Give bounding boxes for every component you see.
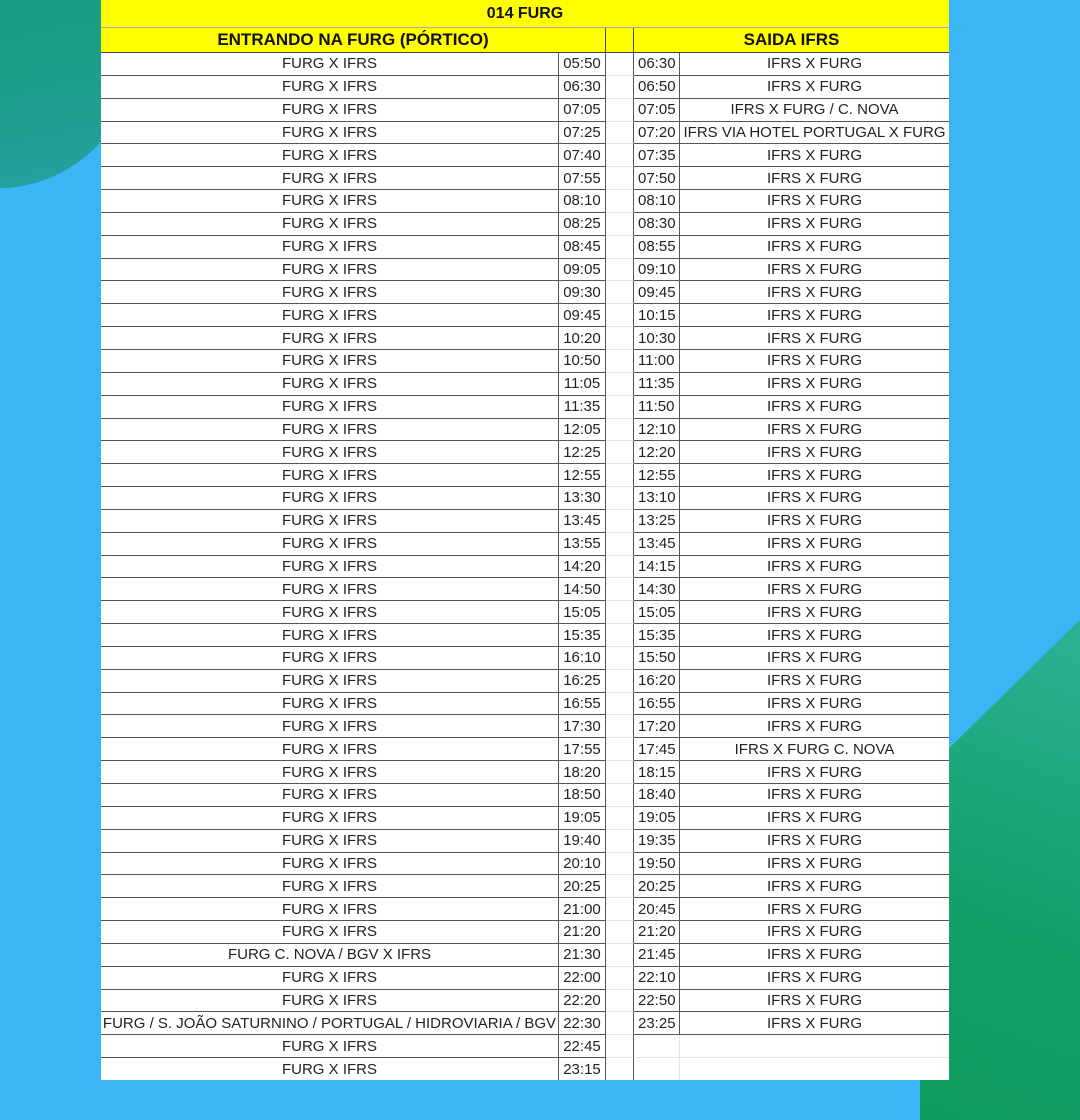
- departure-route: [680, 1035, 949, 1058]
- arrival-route: FURG X IFRS: [101, 190, 559, 213]
- gap-cell: [606, 830, 634, 853]
- table-row: [101, 556, 949, 579]
- table-row: [101, 898, 949, 921]
- arrival-time: 12:55: [559, 464, 606, 487]
- departure-time: 21:20: [634, 921, 680, 944]
- arrival-route: FURG X IFRS: [101, 464, 559, 487]
- table-row: [101, 670, 949, 693]
- arrival-route: FURG X IFRS: [101, 807, 559, 830]
- departure-route: IFRS X FURG: [680, 144, 949, 167]
- arrival-time: 12:05: [559, 419, 606, 442]
- departure-route: IFRS X FURG: [680, 898, 949, 921]
- arrival-route: FURG / S. JOÃO SATURNINO / PORTUGAL / HIDROVIARIA / BGV: [101, 1012, 559, 1035]
- arrival-route: FURG X IFRS: [101, 738, 559, 761]
- gap-cell: [606, 944, 634, 967]
- arrival-route: FURG X IFRS: [101, 784, 559, 807]
- arrival-route: FURG X IFRS: [101, 99, 559, 122]
- arrival-time: 19:40: [559, 830, 606, 853]
- arrival-route: FURG X IFRS: [101, 281, 559, 304]
- gap-cell: [606, 122, 634, 145]
- departure-route: IFRS X FURG: [680, 350, 949, 373]
- table-row: [101, 807, 949, 830]
- gap-cell: [606, 738, 634, 761]
- gap-cell: [606, 967, 634, 990]
- arrival-route: FURG C. NOVA / BGV X IFRS: [101, 944, 559, 967]
- arrival-route: FURG X IFRS: [101, 1035, 559, 1058]
- departure-route: IFRS X FURG: [680, 167, 949, 190]
- arrival-route: FURG X IFRS: [101, 53, 559, 76]
- arrival-time: 19:05: [559, 807, 606, 830]
- arrival-time: 13:30: [559, 487, 606, 510]
- table-row: [101, 693, 949, 716]
- arrival-route: FURG X IFRS: [101, 624, 559, 647]
- gap-cell: [606, 213, 634, 236]
- departure-time: 11:00: [634, 350, 680, 373]
- departure-route: IFRS VIA HOTEL PORTUGAL X FURG: [680, 122, 949, 145]
- arrival-time: 22:00: [559, 967, 606, 990]
- departure-time: 14:15: [634, 556, 680, 579]
- departure-route: IFRS X FURG: [680, 853, 949, 876]
- departure-route: IFRS X FURG: [680, 601, 949, 624]
- departure-time: 18:15: [634, 761, 680, 784]
- table-row: [101, 647, 949, 670]
- arrival-time: 08:45: [559, 236, 606, 259]
- gap-cell: [606, 693, 634, 716]
- arrival-route: FURG X IFRS: [101, 601, 559, 624]
- arrival-route: FURG X IFRS: [101, 556, 559, 579]
- arrival-time: 21:00: [559, 898, 606, 921]
- arrival-time: 14:50: [559, 578, 606, 601]
- departure-route: IFRS X FURG: [680, 487, 949, 510]
- departure-time: 10:30: [634, 327, 680, 350]
- table-row: [101, 213, 949, 236]
- table-row: [101, 578, 949, 601]
- arrival-time: 21:30: [559, 944, 606, 967]
- arrival-time: 22:30: [559, 1012, 606, 1035]
- arrival-route: FURG X IFRS: [101, 1058, 559, 1080]
- departure-time: 14:30: [634, 578, 680, 601]
- arrival-route: FURG X IFRS: [101, 510, 559, 533]
- departure-time: 19:35: [634, 830, 680, 853]
- departure-time: 13:45: [634, 533, 680, 556]
- arrival-route: FURG X IFRS: [101, 236, 559, 259]
- arrival-route: FURG X IFRS: [101, 578, 559, 601]
- departure-route: IFRS X FURG: [680, 441, 949, 464]
- arrival-route: FURG X IFRS: [101, 647, 559, 670]
- table-row: [101, 281, 949, 304]
- gap-cell: [606, 761, 634, 784]
- gap-cell: [606, 1058, 634, 1080]
- departure-route: IFRS X FURG: [680, 784, 949, 807]
- table-row: [101, 190, 949, 213]
- table-row: [101, 1012, 949, 1035]
- gap-cell: [606, 990, 634, 1013]
- departure-route: IFRS X FURG C. NOVA: [680, 738, 949, 761]
- arrival-route: FURG X IFRS: [101, 304, 559, 327]
- arrival-time: 17:30: [559, 715, 606, 738]
- departure-route: IFRS X FURG: [680, 715, 949, 738]
- arrival-route: FURG X IFRS: [101, 898, 559, 921]
- table-row: [101, 53, 949, 76]
- arrival-route: FURG X IFRS: [101, 670, 559, 693]
- arrival-time: 09:30: [559, 281, 606, 304]
- table-row: [101, 784, 949, 807]
- arrival-time: 05:50: [559, 53, 606, 76]
- arrival-time: 16:25: [559, 670, 606, 693]
- departure-route: IFRS X FURG: [680, 921, 949, 944]
- departure-time: 08:30: [634, 213, 680, 236]
- arrival-time: 08:10: [559, 190, 606, 213]
- departure-route: IFRS X FURG: [680, 693, 949, 716]
- arrival-route: FURG X IFRS: [101, 761, 559, 784]
- arrival-time: 16:10: [559, 647, 606, 670]
- departure-time: 20:25: [634, 875, 680, 898]
- gap-cell: [606, 464, 634, 487]
- gap-cell: [606, 396, 634, 419]
- table-row: [101, 419, 949, 442]
- arrival-time: 22:20: [559, 990, 606, 1013]
- departure-time: 18:40: [634, 784, 680, 807]
- gap-cell: [606, 99, 634, 122]
- arrival-time: 14:20: [559, 556, 606, 579]
- arrival-route: FURG X IFRS: [101, 875, 559, 898]
- departure-time: 11:35: [634, 373, 680, 396]
- arrival-route: FURG X IFRS: [101, 419, 559, 442]
- departure-time: 07:20: [634, 122, 680, 145]
- arrival-route: FURG X IFRS: [101, 350, 559, 373]
- schedule-rows: [101, 53, 949, 1080]
- departure-route: IFRS X FURG: [680, 236, 949, 259]
- arrival-route: FURG X IFRS: [101, 967, 559, 990]
- departure-time: 12:55: [634, 464, 680, 487]
- departure-time: [634, 1035, 680, 1058]
- gap-cell: [606, 281, 634, 304]
- gap-cell: [606, 510, 634, 533]
- gap-cell: [606, 921, 634, 944]
- departure-time: 17:45: [634, 738, 680, 761]
- gap-cell: [606, 647, 634, 670]
- arrival-time: 10:50: [559, 350, 606, 373]
- gap-cell: [606, 76, 634, 99]
- departure-route: IFRS X FURG / C. NOVA: [680, 99, 949, 122]
- arrival-time: 07:55: [559, 167, 606, 190]
- departure-time: 09:45: [634, 281, 680, 304]
- table-row: [101, 167, 949, 190]
- table-row: [101, 830, 949, 853]
- departure-time: 09:10: [634, 259, 680, 282]
- departure-time: 08:10: [634, 190, 680, 213]
- departure-route: [680, 1058, 949, 1080]
- table-row: [101, 373, 949, 396]
- table-row: [101, 1058, 949, 1080]
- arrival-time: 21:20: [559, 921, 606, 944]
- arrival-time: 06:30: [559, 76, 606, 99]
- departure-time: 13:25: [634, 510, 680, 533]
- schedule-title: 014 FURG: [101, 0, 949, 28]
- table-row: [101, 967, 949, 990]
- gap-cell: [606, 853, 634, 876]
- gap-cell: [606, 556, 634, 579]
- column-headers: [101, 28, 949, 53]
- departure-route: IFRS X FURG: [680, 281, 949, 304]
- table-row: [101, 853, 949, 876]
- table-row: [101, 510, 949, 533]
- departure-route: IFRS X FURG: [680, 1012, 949, 1035]
- departure-time: 12:10: [634, 419, 680, 442]
- arrival-time: 15:35: [559, 624, 606, 647]
- table-row: [101, 624, 949, 647]
- departure-time: 07:05: [634, 99, 680, 122]
- departure-time: 07:35: [634, 144, 680, 167]
- arrival-route: FURG X IFRS: [101, 715, 559, 738]
- departure-route: IFRS X FURG: [680, 76, 949, 99]
- departure-time: 06:50: [634, 76, 680, 99]
- table-row: [101, 99, 949, 122]
- arrival-time: 16:55: [559, 693, 606, 716]
- departure-route: IFRS X FURG: [680, 830, 949, 853]
- departure-time: 07:50: [634, 167, 680, 190]
- arrival-route: FURG X IFRS: [101, 144, 559, 167]
- gap-cell: [606, 373, 634, 396]
- departure-time: 13:10: [634, 487, 680, 510]
- departure-route: IFRS X FURG: [680, 373, 949, 396]
- departure-time: 08:55: [634, 236, 680, 259]
- arrival-route: FURG X IFRS: [101, 167, 559, 190]
- table-row: [101, 1035, 949, 1058]
- table-row: [101, 76, 949, 99]
- arrival-route: FURG X IFRS: [101, 533, 559, 556]
- gap-cell: [606, 784, 634, 807]
- gap-cell: [606, 533, 634, 556]
- departure-route: IFRS X FURG: [680, 190, 949, 213]
- departure-time: 06:30: [634, 53, 680, 76]
- departure-route: IFRS X FURG: [680, 967, 949, 990]
- departure-route: IFRS X FURG: [680, 259, 949, 282]
- departure-route: IFRS X FURG: [680, 875, 949, 898]
- table-row: [101, 396, 949, 419]
- header-gap: [606, 28, 634, 52]
- departure-route: IFRS X FURG: [680, 556, 949, 579]
- departure-route: IFRS X FURG: [680, 990, 949, 1013]
- gap-cell: [606, 167, 634, 190]
- table-row: [101, 464, 949, 487]
- arrival-route: FURG X IFRS: [101, 396, 559, 419]
- departure-time: 12:20: [634, 441, 680, 464]
- gap-cell: [606, 53, 634, 76]
- gap-cell: [606, 624, 634, 647]
- departure-time: 15:35: [634, 624, 680, 647]
- departure-route: IFRS X FURG: [680, 533, 949, 556]
- arrival-route: FURG X IFRS: [101, 921, 559, 944]
- arrival-time: 07:05: [559, 99, 606, 122]
- departure-route: IFRS X FURG: [680, 670, 949, 693]
- table-row: [101, 761, 949, 784]
- arrival-route: FURG X IFRS: [101, 487, 559, 510]
- right-header: SAIDA IFRS: [743, 30, 840, 49]
- gap-cell: [606, 487, 634, 510]
- gap-cell: [606, 601, 634, 624]
- gap-cell: [606, 1035, 634, 1058]
- left-header: ENTRANDO NA FURG (PÓRTICO): [101, 28, 606, 52]
- arrival-time: 18:50: [559, 784, 606, 807]
- departure-route: IFRS X FURG: [680, 807, 949, 830]
- arrival-time: 12:25: [559, 441, 606, 464]
- gap-cell: [606, 190, 634, 213]
- table-row: [101, 487, 949, 510]
- gap-cell: [606, 578, 634, 601]
- arrival-time: 17:55: [559, 738, 606, 761]
- schedule-sheet: [101, 0, 949, 1080]
- table-row: [101, 533, 949, 556]
- table-row: [101, 122, 949, 145]
- departure-time: 11:50: [634, 396, 680, 419]
- table-row: [101, 875, 949, 898]
- gap-cell: [606, 327, 634, 350]
- gap-cell: [606, 1012, 634, 1035]
- departure-time: 15:50: [634, 647, 680, 670]
- departure-route: IFRS X FURG: [680, 327, 949, 350]
- departure-time: 19:05: [634, 807, 680, 830]
- departure-route: IFRS X FURG: [680, 419, 949, 442]
- departure-route: IFRS X FURG: [680, 213, 949, 236]
- arrival-route: FURG X IFRS: [101, 327, 559, 350]
- arrival-time: 11:35: [559, 396, 606, 419]
- arrival-time: 09:05: [559, 259, 606, 282]
- arrival-time: 07:25: [559, 122, 606, 145]
- arrival-time: 13:55: [559, 533, 606, 556]
- departure-time: 22:10: [634, 967, 680, 990]
- departure-route: IFRS X FURG: [680, 464, 949, 487]
- departure-route: IFRS X FURG: [680, 510, 949, 533]
- gap-cell: [606, 898, 634, 921]
- departure-time: 16:20: [634, 670, 680, 693]
- departure-route: IFRS X FURG: [680, 944, 949, 967]
- departure-time: 17:20: [634, 715, 680, 738]
- arrival-route: FURG X IFRS: [101, 441, 559, 464]
- departure-time: 22:50: [634, 990, 680, 1013]
- table-row: [101, 738, 949, 761]
- arrival-route: FURG X IFRS: [101, 122, 559, 145]
- arrival-time: 23:15: [559, 1058, 606, 1080]
- departure-time: 20:45: [634, 898, 680, 921]
- gap-cell: [606, 259, 634, 282]
- departure-route: IFRS X FURG: [680, 53, 949, 76]
- departure-time: 15:05: [634, 601, 680, 624]
- table-row: [101, 601, 949, 624]
- gap-cell: [606, 715, 634, 738]
- table-row: [101, 327, 949, 350]
- arrival-time: 22:45: [559, 1035, 606, 1058]
- departure-time: [634, 1058, 680, 1080]
- gap-cell: [606, 350, 634, 373]
- arrival-time: 10:20: [559, 327, 606, 350]
- arrival-time: 13:45: [559, 510, 606, 533]
- arrival-time: 08:25: [559, 213, 606, 236]
- departure-route: IFRS X FURG: [680, 396, 949, 419]
- arrival-route: FURG X IFRS: [101, 259, 559, 282]
- arrival-route: FURG X IFRS: [101, 76, 559, 99]
- table-row: [101, 921, 949, 944]
- arrival-route: FURG X IFRS: [101, 373, 559, 396]
- arrival-route: FURG X IFRS: [101, 853, 559, 876]
- arrival-time: 20:10: [559, 853, 606, 876]
- table-row: [101, 236, 949, 259]
- table-row: [101, 944, 949, 967]
- table-row: [101, 304, 949, 327]
- departure-route: IFRS X FURG: [680, 304, 949, 327]
- table-row: [101, 259, 949, 282]
- gap-cell: [606, 419, 634, 442]
- gap-cell: [606, 236, 634, 259]
- table-row: [101, 350, 949, 373]
- arrival-time: 07:40: [559, 144, 606, 167]
- arrival-route: FURG X IFRS: [101, 213, 559, 236]
- gap-cell: [606, 304, 634, 327]
- arrival-time: 11:05: [559, 373, 606, 396]
- arrival-time: 15:05: [559, 601, 606, 624]
- table-row: [101, 715, 949, 738]
- departure-route: IFRS X FURG: [680, 647, 949, 670]
- departure-route: IFRS X FURG: [680, 761, 949, 784]
- arrival-route: FURG X IFRS: [101, 830, 559, 853]
- arrival-time: 18:20: [559, 761, 606, 784]
- arrival-route: FURG X IFRS: [101, 990, 559, 1013]
- departure-route: IFRS X FURG: [680, 578, 949, 601]
- table-row: [101, 144, 949, 167]
- departure-time: 19:50: [634, 853, 680, 876]
- gap-cell: [606, 670, 634, 693]
- departure-route: IFRS X FURG: [680, 624, 949, 647]
- gap-cell: [606, 441, 634, 464]
- arrival-route: FURG X IFRS: [101, 693, 559, 716]
- gap-cell: [606, 144, 634, 167]
- gap-cell: [606, 807, 634, 830]
- departure-time: 10:15: [634, 304, 680, 327]
- arrival-time: 09:45: [559, 304, 606, 327]
- gap-cell: [606, 875, 634, 898]
- table-row: [101, 441, 949, 464]
- departure-time: 23:25: [634, 1012, 680, 1035]
- departure-time: 16:55: [634, 693, 680, 716]
- table-row: [101, 990, 949, 1013]
- departure-time: 21:45: [634, 944, 680, 967]
- arrival-time: 20:25: [559, 875, 606, 898]
